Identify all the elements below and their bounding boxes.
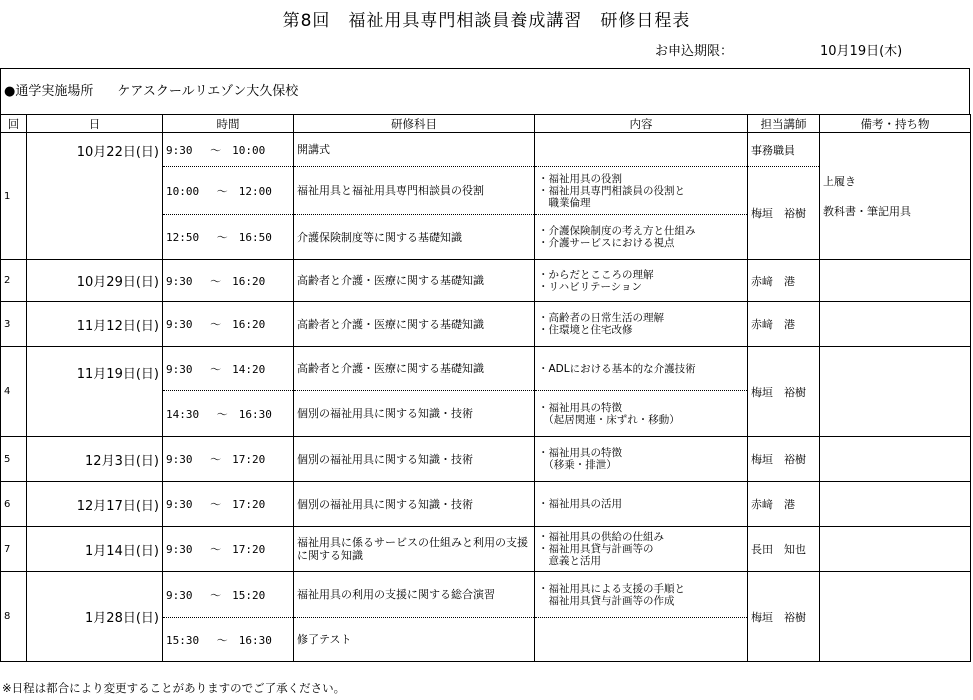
- session-subject: 開講式: [294, 133, 535, 167]
- session-number: 8: [1, 572, 27, 662]
- session-subject: 福祉用具の利用の支援に関する総合演習: [294, 572, 535, 618]
- table-row: [1, 482, 971, 527]
- session-date: 1月14日(日): [27, 527, 163, 572]
- session-number: 3: [1, 302, 27, 347]
- note-item: 教科書・筆記用具: [823, 205, 911, 218]
- session-time: 9:30 ～ 10:00: [163, 133, 294, 167]
- session-content: ・介護保険制度の考え方と仕組み ・介護サービスにおける視点: [535, 215, 748, 260]
- session-content: ・福祉用具の特徴 （起居関連・床ずれ・移動）: [535, 391, 748, 437]
- venue-line: [4, 80, 298, 99]
- session-number: 4: [1, 347, 27, 437]
- session-number: 5: [1, 437, 27, 482]
- session-instructor: 長田 知也: [748, 527, 820, 572]
- schedule-table: [0, 114, 971, 662]
- venue-name: ケアスクールリエゾン大久保校: [117, 84, 299, 99]
- session-subject: 福祉用具と福祉用具専門相談員の役割: [294, 167, 535, 215]
- session-time: 9:30 ～ 17:20: [163, 482, 294, 527]
- header-row: [1, 115, 971, 133]
- session-content: ・福祉用具の活用: [535, 482, 748, 527]
- session-subject: 介護保険制度等に関する基礎知識: [294, 215, 535, 260]
- session-number: 1: [1, 133, 27, 260]
- session-subject: 高齢者と介護・医療に関する基礎知識: [294, 260, 535, 302]
- footnote: ※日程は都合により変更することがありますのでご了承ください。: [2, 681, 346, 695]
- session-notes: [820, 527, 971, 572]
- session-date: 11月12日(日): [27, 302, 163, 347]
- session-notes: [820, 302, 971, 347]
- session-content: ・福祉用具の役割 ・福祉用具専門相談員の役割と 職業倫理: [535, 167, 748, 215]
- session-date: 12月17日(日): [27, 482, 163, 527]
- table-row: [1, 302, 971, 347]
- session-time: 9:30 ～ 17:20: [163, 437, 294, 482]
- session-instructor: 梅垣 裕樹: [748, 572, 820, 662]
- col-header-kai: 回: [1, 115, 27, 133]
- session-time: 9:30 ～ 15:20: [163, 572, 294, 618]
- col-header-time: 時間: [163, 115, 294, 133]
- col-header-subject: 研修科目: [294, 115, 535, 133]
- table-row: [1, 437, 971, 482]
- session-content: [535, 133, 748, 167]
- session-notes: [820, 347, 971, 437]
- session-instructor: 事務職員: [748, 133, 820, 167]
- session-time: 9:30 ～ 14:20: [163, 347, 294, 391]
- session-content: ・からだとこころの理解 ・リハビリテーション: [535, 260, 748, 302]
- session-subject: 個別の福祉用具に関する知識・技術: [294, 437, 535, 482]
- session-subject: 個別の福祉用具に関する知識・技術: [294, 482, 535, 527]
- session-subject: 修了テスト: [294, 618, 535, 662]
- session-content: ・福祉用具の特徴 （移乗・排泄）: [535, 437, 748, 482]
- col-header-notes: 備考・持ち物: [820, 115, 971, 133]
- session-time: 9:30 ～ 16:20: [163, 260, 294, 302]
- table-row: [1, 527, 971, 572]
- session-notes: [820, 260, 971, 302]
- session-notes: [820, 572, 971, 662]
- session-content: ・高齢者の日常生活の理解 ・住環境と住宅改修: [535, 302, 748, 347]
- session-date: 10月29日(日): [27, 260, 163, 302]
- table-row: [1, 347, 971, 391]
- deadline-label: お申込期限：: [655, 44, 734, 59]
- session-subject: 福祉用具に係るサービスの仕組みと利用の支援に関する知識: [294, 527, 535, 572]
- note-item: 上履き: [823, 175, 856, 188]
- session-subject: 個別の福祉用具に関する知識・技術: [294, 391, 535, 437]
- session-number: 2: [1, 260, 27, 302]
- session-time: 9:30 ～ 17:20: [163, 527, 294, 572]
- session-date: 12月3日(日): [27, 437, 163, 482]
- session-notes: [820, 133, 971, 260]
- session-notes: [820, 482, 971, 527]
- session-content: ・ADLにおける基本的な介護技術: [535, 347, 748, 391]
- session-subject: 高齢者と介護・医療に関する基礎知識: [294, 347, 535, 391]
- session-content: ・福祉用具による支援の手順と 福祉用具貸与計画等の作成: [535, 572, 748, 618]
- session-subject: 高齢者と介護・医療に関する基礎知識: [294, 302, 535, 347]
- session-content: ・福祉用具の供給の仕組み ・福祉用具貸与計画等の 意義と活用: [535, 527, 748, 572]
- session-date: 1月28日(日): [27, 572, 163, 662]
- session-instructor: 赤﨑 港: [748, 482, 820, 527]
- table-row: [1, 260, 971, 302]
- venue-label: ●通学実施場所: [4, 84, 94, 99]
- session-content: [535, 618, 748, 662]
- session-date: 10月22日(日): [27, 133, 163, 260]
- session-time: 10:00 ～ 12:00: [163, 167, 294, 215]
- session-time: 15:30 ～ 16:30: [163, 618, 294, 662]
- session-instructor: 赤﨑 港: [748, 260, 820, 302]
- table-row: [1, 572, 971, 618]
- session-number: 6: [1, 482, 27, 527]
- session-instructor: 赤﨑 港: [748, 302, 820, 347]
- col-header-instructor: 担当講師: [748, 115, 820, 133]
- table-row: [1, 133, 971, 167]
- session-time: 14:30 ～ 16:30: [163, 391, 294, 437]
- session-instructor: 梅垣 裕樹: [748, 437, 820, 482]
- session-instructor: 梅垣 裕樹: [748, 167, 820, 260]
- page-title: 第8回 福祉用具専門相談員養成講習 研修日程表: [282, 11, 691, 31]
- session-date: 11月19日(日): [27, 347, 163, 437]
- session-instructor: 梅垣 裕樹: [748, 347, 820, 437]
- deadline-value: 10月19日(木): [820, 44, 903, 59]
- col-header-content: 内容: [535, 115, 748, 133]
- session-notes: [820, 437, 971, 482]
- col-header-date: 日: [27, 115, 163, 133]
- session-number: 7: [1, 527, 27, 572]
- session-time: 9:30 ～ 16:20: [163, 302, 294, 347]
- session-time: 12:50 ～ 16:50: [163, 215, 294, 260]
